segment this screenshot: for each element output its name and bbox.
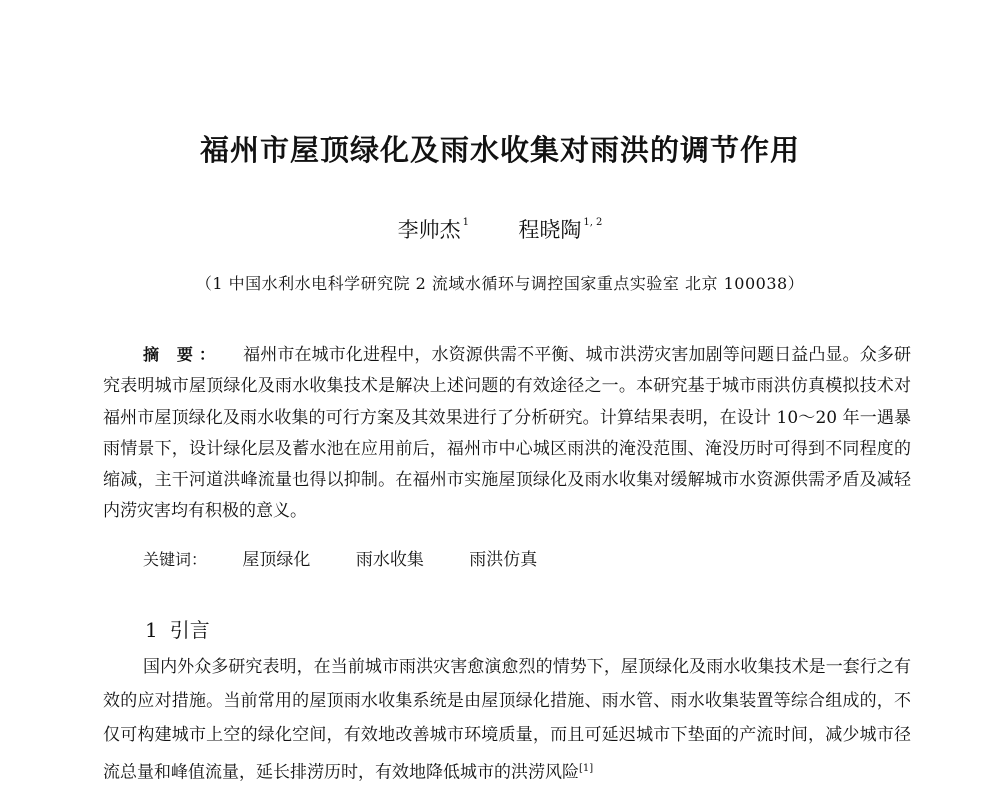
intro-paragraph: [103, 650, 911, 790]
section-title: 引言: [169, 618, 210, 642]
keywords-label: 关键词：: [143, 550, 208, 569]
paper-title: 福州市屋顶绿化及雨水收集对雨洪的调节作用: [199, 133, 800, 167]
section-heading: [145, 614, 210, 643]
abstract-text: 福州市在城市化进程中，水资源供需不平衡、城市洪涝灾害加剧等问题日益凸显。众多研究表明城市屋顶绿化及雨水收集技术是解决上述问题的有效途径之一。本研究基于城市雨洪仿真模拟技术对福州市屋顶绿化及雨水收集的可行方案及其效果进行了分析研究。计算结果表明，在设计 10～20 年一遇暴雨情景下，设计绿化层及蓄水池在应用前后，福州市中心城区雨洪的淹没范围、淹没历时可得到不同程度的缩减，主干河道洪峰流量也得以抑制。在福州市实施屋顶绿化及雨水收集对缓解城市水资源供需矛盾及减轻内涝灾害均有积极的意义。: [103, 345, 911, 522]
author-name: 李帅杰: [397, 218, 461, 242]
citation-ref[interactable]: [1]: [579, 763, 594, 774]
abstract-label: 摘 要：: [143, 345, 222, 364]
affiliation: （1 中国水利水电科学研究院 2 流域水循环与调控国家重点实验室 北京 100038）: [195, 274, 805, 293]
author-line: [0, 214, 1000, 244]
intro-text: 国内外众多研究表明，在当前城市雨洪灾害愈演愈烈的情势下，屋顶绿化及雨水收集技术是一套行之有效的应对措施。当前常用的屋顶雨水收集系统是由屋顶绿化措施、雨水管、雨水收集装置等综合组成的，不仅可构建城市上空的绿化空间，有效地改善城市环境质量，而且可延迟城市下垫面的产流时间，减少城市径流总量和峰值流量，延长排涝历时，有效地降低城市的洪涝风险: [103, 657, 911, 783]
abstract: [103, 339, 911, 528]
author-affiliation-mark: 1, 2: [583, 217, 603, 228]
keyword: 雨洪仿真: [469, 550, 538, 570]
section-number: 1: [145, 618, 158, 642]
author-name: 程晓陶: [518, 218, 582, 242]
keyword: 屋顶绿化: [242, 550, 311, 570]
author-affiliation-mark: 1: [462, 217, 469, 228]
keyword: 雨水收集: [355, 550, 424, 570]
keywords: [143, 545, 577, 570]
